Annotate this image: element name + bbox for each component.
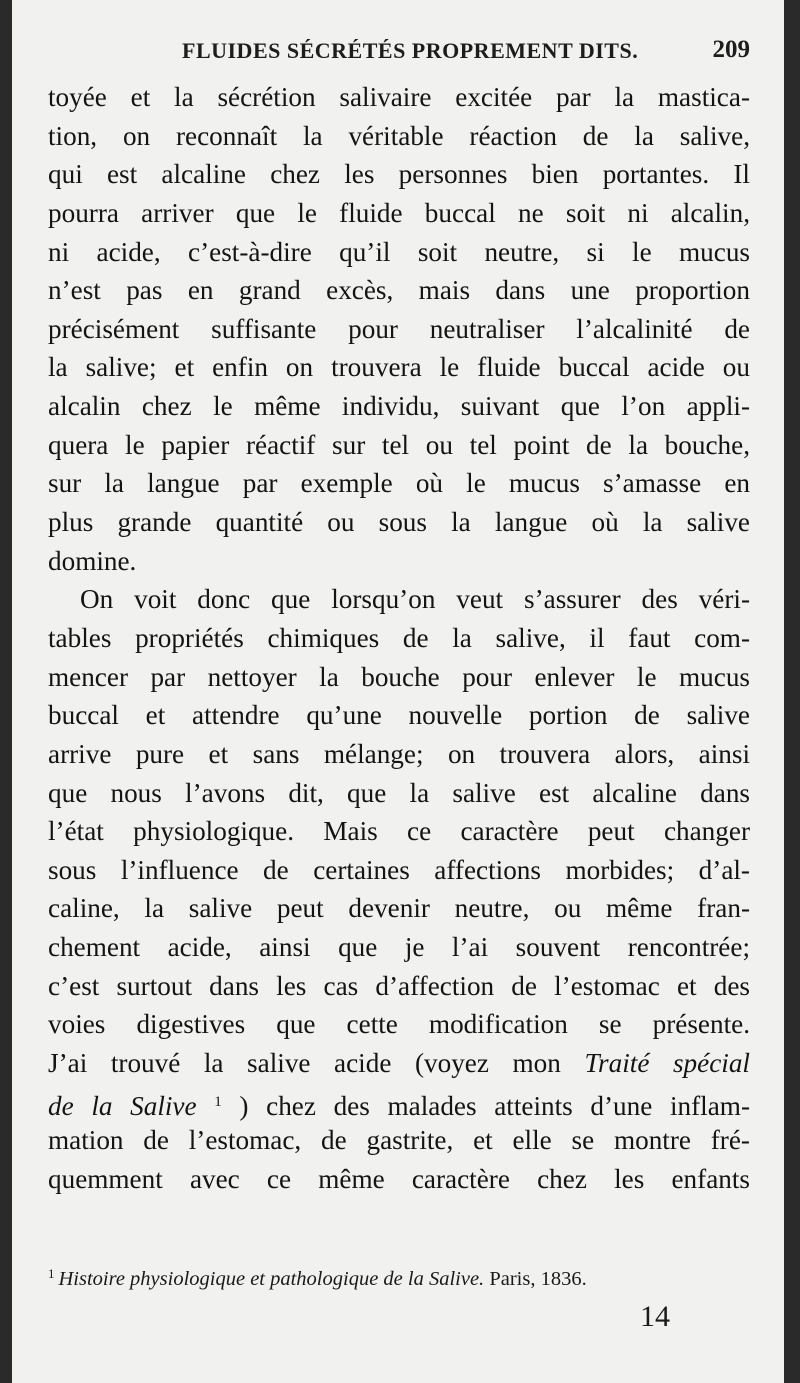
- body-text: [48, 78, 750, 1199]
- text-line: alcalin chez le même individu, suivant que l’on appli-: [48, 391, 750, 422]
- text-line: [48, 1083, 750, 1122]
- text-line: arrive pure et sans mélange; on trouvera alors, ainsi: [48, 738, 750, 769]
- text-line: buccal et attendre qu’une nouvelle portion de salive: [48, 700, 750, 731]
- text-line: tion, on reconnaît la véritable réaction de la salive,: [48, 120, 750, 151]
- book-page: [12, 0, 784, 1383]
- text-line: quera le papier réactif sur tel ou tel point de la bouche,: [48, 429, 750, 460]
- text-line: mation de l’estomac, de gastrite, et elle se montre fré-: [48, 1125, 750, 1156]
- text-line: la salive; et enfin on trouvera le fluide buccal acide ou: [48, 352, 750, 383]
- text-line: toyée et la sécrétion salivaire excitée par la mastica-: [48, 82, 750, 112]
- text-line: plus grande quantité ou sous la langue où la salive: [48, 507, 750, 538]
- signature-mark: 14: [640, 1300, 670, 1333]
- footnote: [48, 1266, 750, 1291]
- text-line: l’état physiologique. Mais ce caractère peut changer: [48, 816, 750, 847]
- text-line: qui est alcaline chez les personnes bien portantes. Il: [48, 159, 750, 190]
- text-line: caline, la salive peut devenir neutre, ou même fran-: [48, 893, 750, 924]
- italic-title: de la Salive: [48, 1090, 197, 1121]
- footnote-rest: Paris, 1836.: [489, 1268, 587, 1290]
- text-line: chement acide, ainsi que je l’ai souvent rencontrée;: [48, 932, 750, 963]
- text-line: tables propriétés chimiques de la salive, il faut com-: [48, 622, 750, 653]
- text-line: que nous l’avons dit, que la salive est alcaline dans: [48, 777, 750, 808]
- footnote-title: Histoire physiologique et pathologique de la Salive.: [58, 1268, 485, 1290]
- text-line: domine.: [48, 545, 137, 576]
- text-line: quemment avec ce même caractère chez les enfants: [48, 1163, 750, 1194]
- text-line: pourra arriver que le fluide buccal ne soit ni alcalin,: [48, 197, 750, 228]
- line-text: J’ai trouvé la salive acide (voyez mon: [48, 1048, 561, 1079]
- text-line: voies digestives que cette modification se présente.: [48, 1009, 750, 1040]
- text-line: On voit donc que lorsqu’on veut s’assurer des véri-: [80, 584, 750, 615]
- text-line: c’est surtout dans les cas d’affection de l’estomac et des: [48, 970, 750, 1001]
- page-header: [48, 38, 750, 78]
- text-line: n’est pas en grand excès, mais dans une proportion: [48, 275, 750, 306]
- footnote-mark: 1: [48, 1266, 55, 1281]
- text-line: sous l’influence de certaines affections morbides; d’al-: [48, 854, 750, 885]
- text-line: précisément suffisante pour neutraliser l’alcalinité de: [48, 313, 750, 344]
- page-number: 209: [712, 36, 750, 63]
- text-line: ni acide, c’est-à-dire qu’il soit neutre, si le mucus: [48, 236, 750, 267]
- text-line: sur la langue par exemple où le mucus s’amasse en: [48, 468, 750, 499]
- text-line: mencer par nettoyer la bouche pour enlever le mucus: [48, 661, 750, 692]
- footnote-reference[interactable]: 1: [214, 1093, 222, 1110]
- line-text: ) chez des malades atteints d’une inflam-: [239, 1090, 750, 1121]
- italic-title: Traité spécial: [584, 1048, 750, 1079]
- text-line: [48, 1044, 750, 1083]
- running-head: FLUIDES SÉCRÉTÉS PROPREMENT DITS.: [182, 38, 639, 63]
